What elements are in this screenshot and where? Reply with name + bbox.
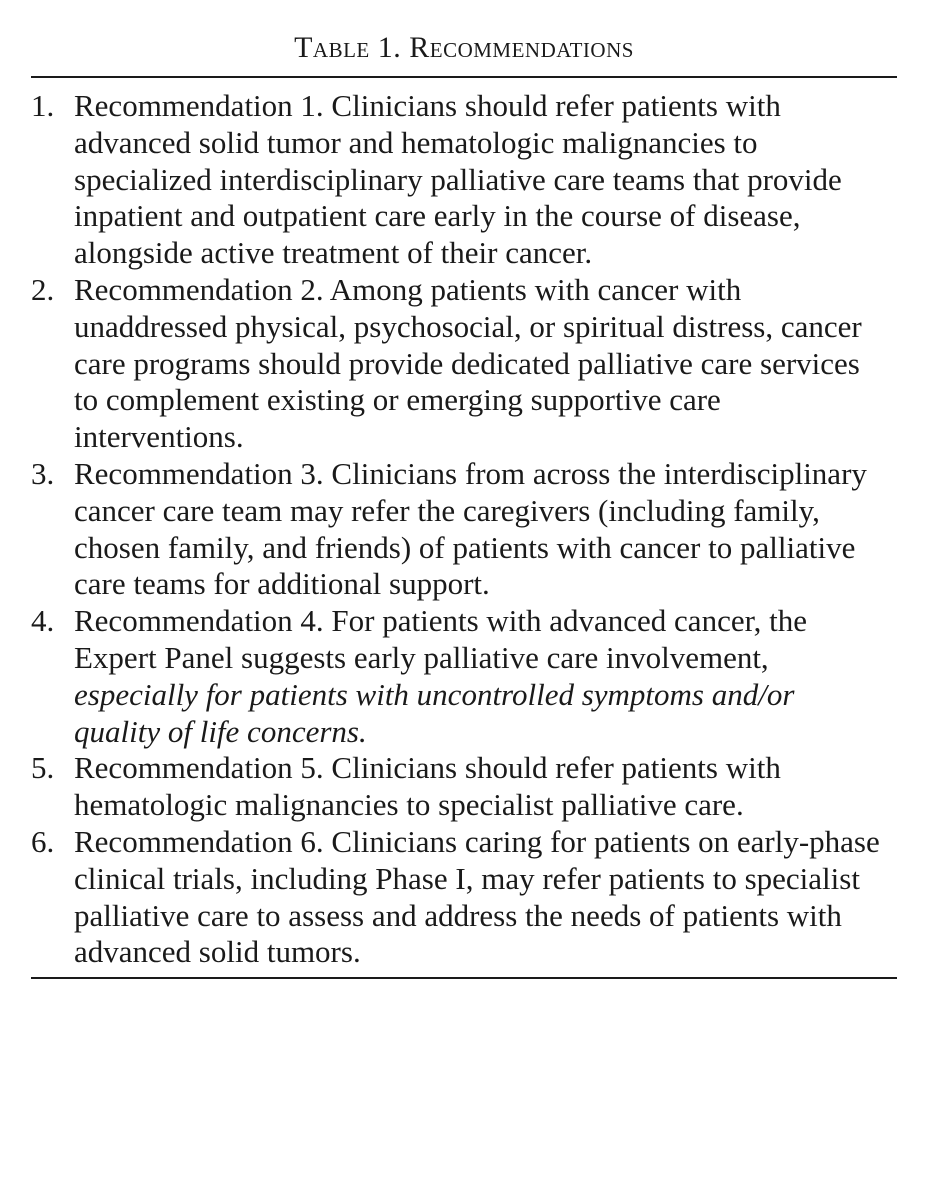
table-bottom-rule <box>31 977 897 979</box>
recommendation-text: Recommendation 6. Clinicians caring for patients on early-phase clinical trials, including Phase I, may refer patients to specialist palliative care to assess and address the needs of patients with advanced solid tumors. <box>74 823 880 970</box>
recommendation-text: Recommendation 2. Among patients with cancer with unaddressed physical, psychosocial, or spiritual distress, cancer care programs should provide dedicated palliative care services to complement existing or emerging supportive care interventions. <box>74 271 862 455</box>
recommendation-text <box>74 603 807 748</box>
recommendation-item-1 <box>31 88 897 272</box>
recommendation-item-3 <box>31 456 897 603</box>
recommendation-number: 4. <box>31 603 55 639</box>
table-title: Table 1. Recommendations <box>294 31 634 64</box>
recommendation-text-roman: Recommendation 4. For patients with advanced cancer, the Expert Panel suggests early palliative care involvement, <box>74 603 808 675</box>
recommendation-number: 1. <box>31 88 55 123</box>
recommendation-item-5 <box>31 750 897 824</box>
recommendations-list <box>31 78 897 971</box>
recommendation-number: 6. <box>31 823 55 859</box>
recommendation-number: 5. <box>31 750 55 786</box>
recommendation-text: Recommendation 5. Clinicians should refer patients with hematologic malignancies to specialist palliative care. <box>74 750 781 823</box>
recommendation-text: Recommendation 3. Clinicians from across the interdisciplinary cancer care team may refer the caregivers (including family, chosen family, and friends) of patients with cancer to palliative care teams for additional support. <box>74 455 867 602</box>
recommendation-item-4 <box>31 603 897 750</box>
recommendations-table <box>31 28 897 979</box>
recommendation-number: 2. <box>31 271 55 307</box>
recommendation-text: Recommendation 1. Clinicians should refer patients with advanced solid tumor and hematologic malignancies to specialized interdisciplinary palliative care teams that provide inpatient and outpatient care early in the course of disease, alongside active treatment of their cancer. <box>74 88 842 271</box>
recommendation-item-6 <box>31 824 897 971</box>
recommendation-item-2 <box>31 272 897 456</box>
recommendation-text-italic: especially for patients with uncontrolled symptoms and/or quality of life concerns. <box>74 676 795 749</box>
recommendation-number: 3. <box>31 455 55 491</box>
